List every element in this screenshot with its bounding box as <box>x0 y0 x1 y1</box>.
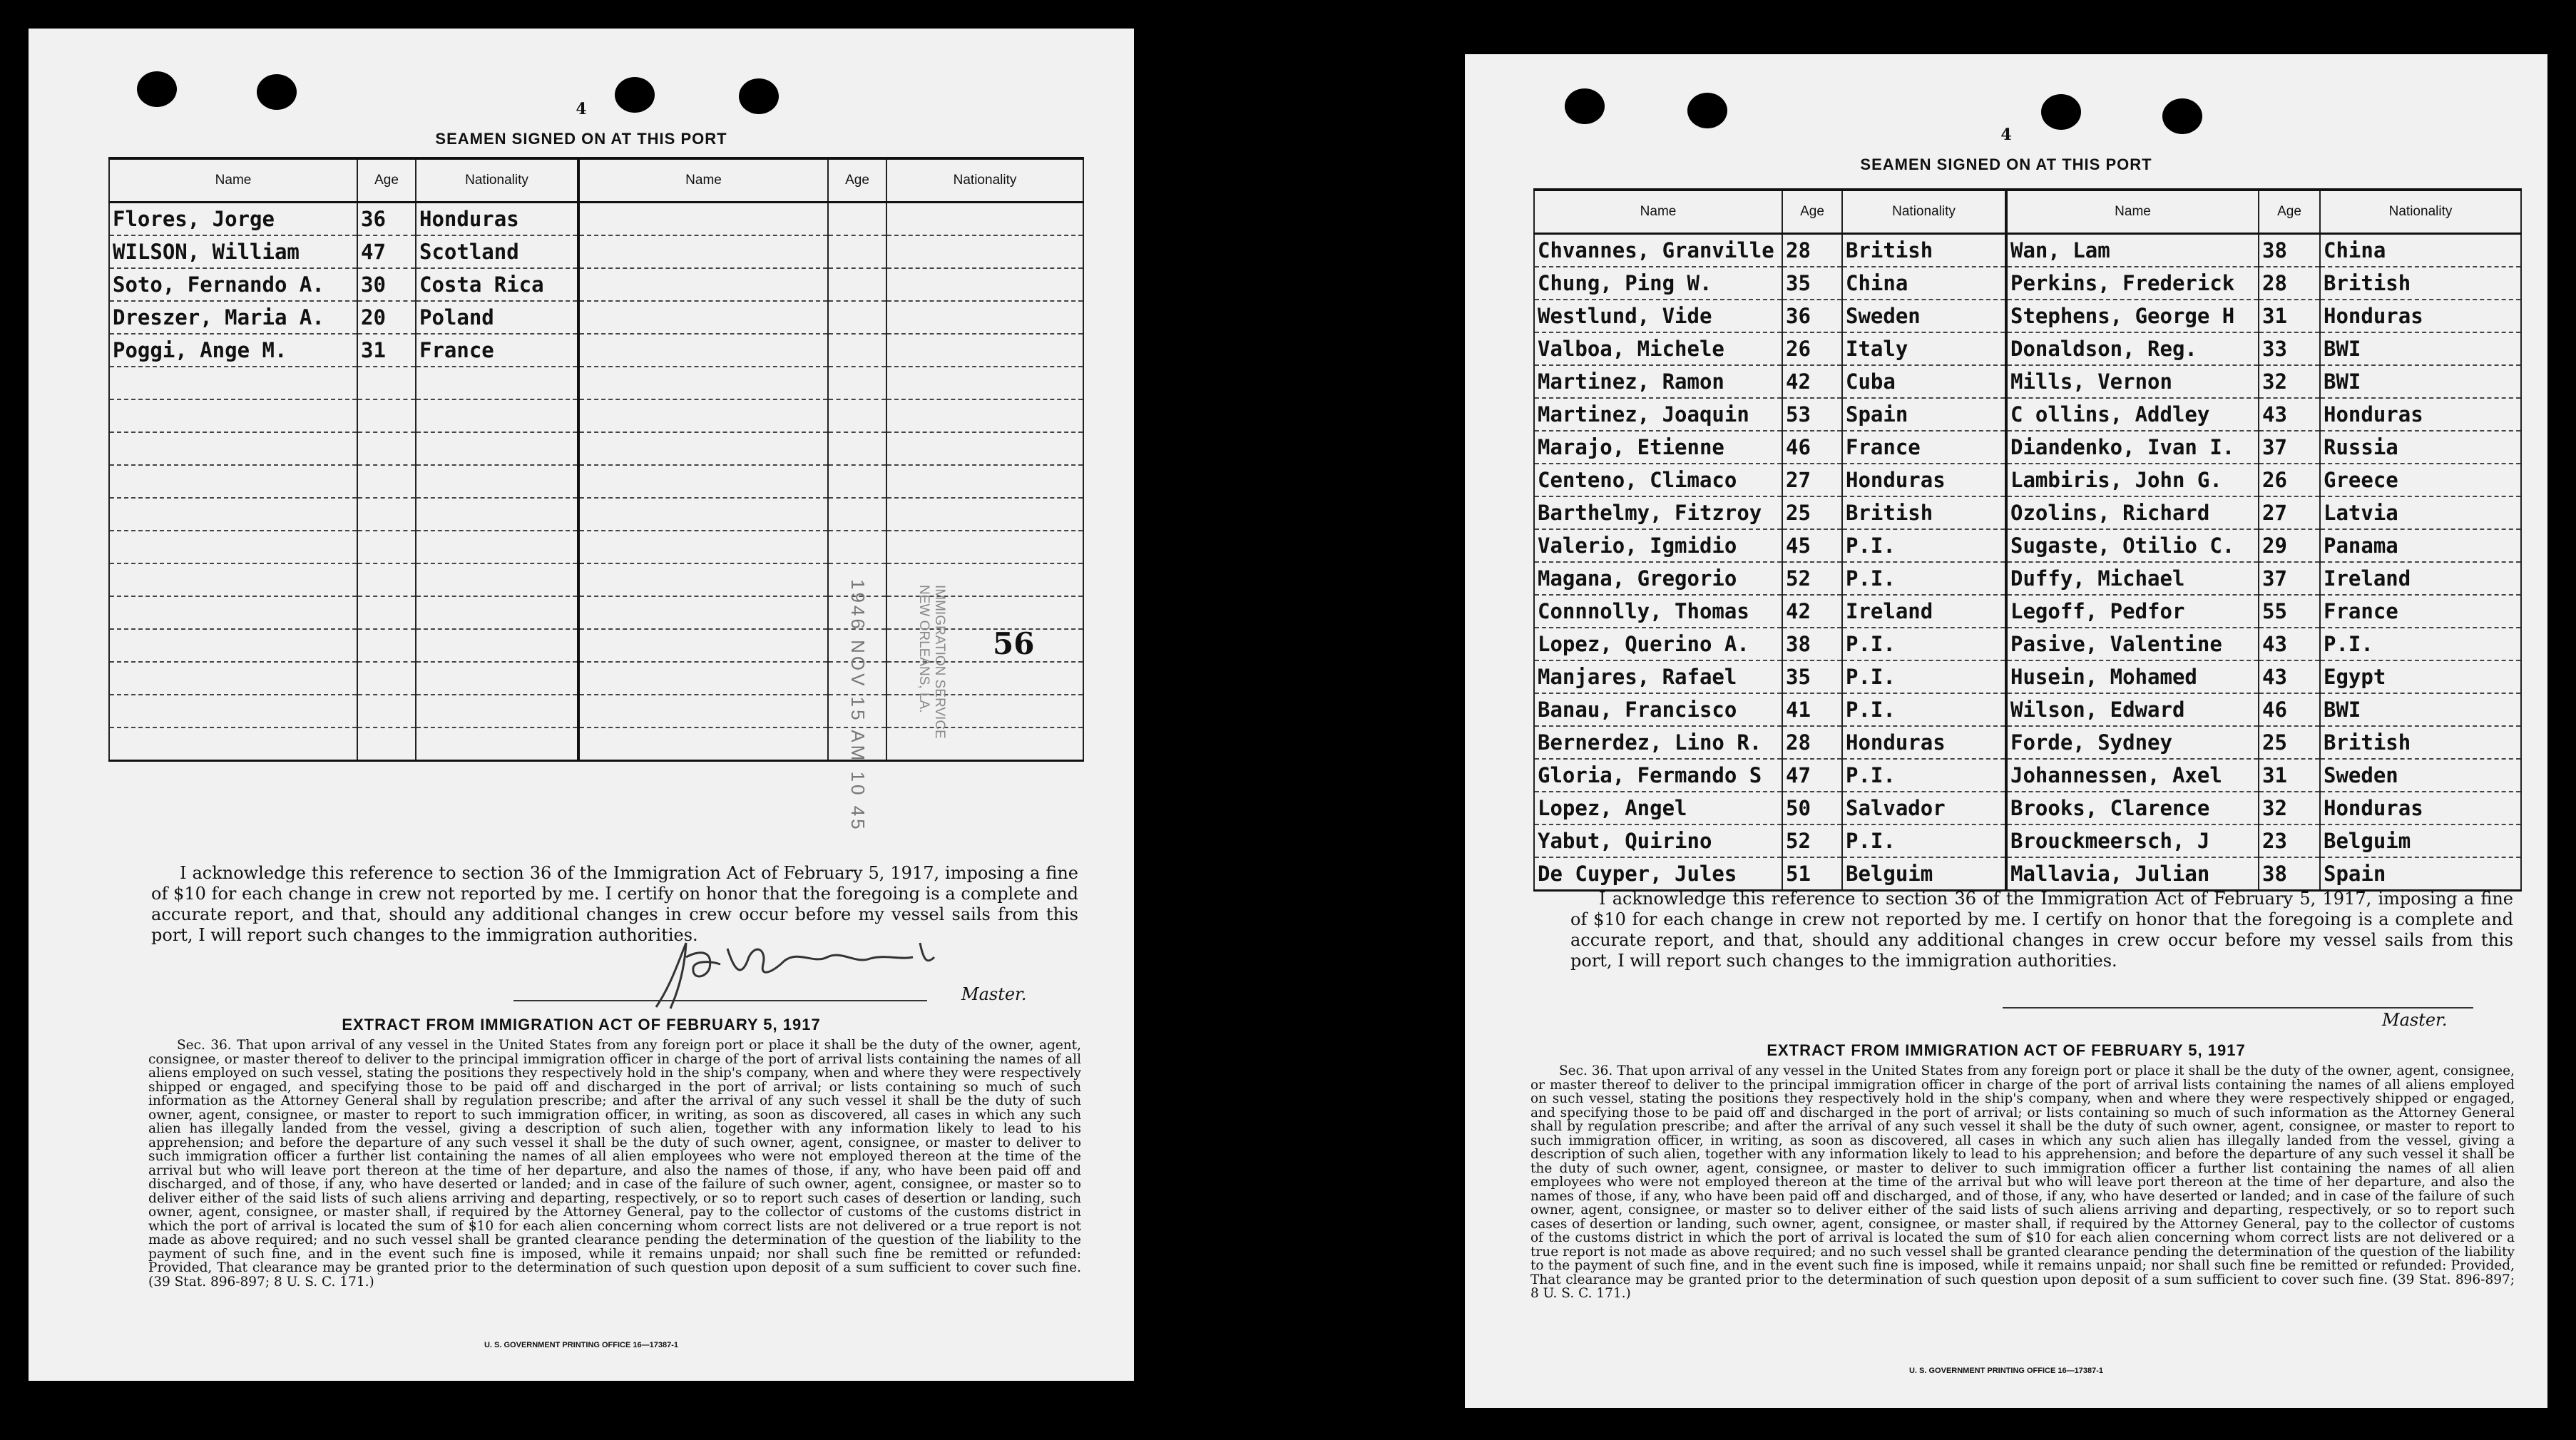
seaman-name: Donaldson, Reg. <box>2006 332 2259 365</box>
seaman-name: Valerio, Igmidio <box>1534 529 1782 562</box>
seaman-age: 37 <box>2259 431 2320 464</box>
table-row <box>109 498 1083 531</box>
seaman-nationality: BWI <box>2320 332 2521 365</box>
seaman-age: 45 <box>1782 529 1842 562</box>
empty-cell <box>109 399 357 432</box>
empty-cell <box>886 498 1083 531</box>
seaman-age: 37 <box>2259 562 2320 595</box>
seaman-age: 26 <box>2259 464 2320 496</box>
seaman-name: Lopez, Querino A. <box>1534 628 1782 660</box>
header-name: Name <box>2006 190 2259 234</box>
seaman-age: 52 <box>1782 824 1842 857</box>
seaman-age: 55 <box>2259 595 2320 628</box>
seaman-name: Martinez, Ramon <box>1534 365 1782 398</box>
empty-cell <box>828 334 886 367</box>
seaman-age: 38 <box>2259 234 2320 267</box>
office-stamp-text: IMMIGRATION SERVICE NEW ORLEANS, LA. <box>916 585 947 739</box>
seaman-age: 28 <box>1782 726 1842 759</box>
seaman-nationality: P.I. <box>1842 693 2006 726</box>
seaman-name: Magana, Gregorio <box>1534 562 1782 595</box>
margin-number: 56 <box>993 626 1035 661</box>
header-nationality: Nationality <box>1842 190 2006 234</box>
seaman-age: 46 <box>1782 431 1842 464</box>
empty-cell <box>828 531 886 563</box>
header-age: Age <box>2259 190 2320 234</box>
extract-title: EXTRACT FROM IMMIGRATION ACT OF FEBRUARY 5, 1917 <box>1767 1041 2246 1059</box>
seaman-nationality: France <box>2320 595 2521 628</box>
seaman-nationality: Costa Rica <box>416 268 578 301</box>
seaman-name: C ollins, Addley <box>2006 398 2259 431</box>
seaman-name: Chvannes, Granville <box>1534 234 1782 267</box>
table-row <box>1534 660 2521 693</box>
seaman-name: De Cuyper, Jules <box>1534 857 1782 891</box>
empty-cell <box>357 563 416 596</box>
seaman-nationality: China <box>1842 267 2006 300</box>
gpo-imprint: U. S. GOVERNMENT PRINTING OFFICE 16—17387-1 <box>484 1341 678 1349</box>
table-row <box>1534 300 2521 332</box>
seaman-name: Brouckmeersch, J <box>2006 824 2259 857</box>
seaman-age: 29 <box>2259 529 2320 562</box>
table-row <box>109 399 1083 432</box>
empty-cell <box>109 531 357 563</box>
empty-cell <box>109 432 357 465</box>
seaman-name: Wilson, Edward <box>2006 693 2259 726</box>
seaman-name: Westlund, Vide <box>1534 300 1782 332</box>
seaman-nationality: British <box>1842 234 2006 267</box>
seaman-age: 35 <box>1782 660 1842 693</box>
seaman-name: Flores, Jorge <box>109 203 357 236</box>
table-row <box>109 235 1083 268</box>
empty-cell <box>886 465 1083 498</box>
punch-hole <box>2041 94 2081 130</box>
seaman-nationality: BWI <box>2320 365 2521 398</box>
seaman-age: 27 <box>2259 496 2320 529</box>
table-row <box>1534 398 2521 431</box>
seaman-name: Connnolly, Thomas <box>1534 595 1782 628</box>
seaman-age: 35 <box>1782 267 1842 300</box>
empty-cell <box>828 498 886 531</box>
seaman-nationality: Scotland <box>416 235 578 268</box>
empty-cell <box>886 531 1083 563</box>
seaman-age: 31 <box>357 334 416 367</box>
table-row <box>1534 857 2521 891</box>
empty-cell <box>416 629 578 662</box>
empty-cell <box>357 498 416 531</box>
seaman-nationality: P.I. <box>1842 660 2006 693</box>
table-row <box>1534 464 2521 496</box>
seaman-name: Pasive, Valentine <box>2006 628 2259 660</box>
header-age: Age <box>1782 190 1842 234</box>
table-row <box>1534 628 2521 660</box>
seaman-age: 50 <box>1782 792 1842 824</box>
seaman-name: Yabut, Quirino <box>1534 824 1782 857</box>
empty-cell <box>578 367 828 399</box>
seaman-age: 46 <box>2259 693 2320 726</box>
empty-cell <box>109 367 357 399</box>
seaman-nationality: P.I. <box>1842 824 2006 857</box>
empty-cell <box>109 596 357 629</box>
seaman-name: Banau, Francisco <box>1534 693 1782 726</box>
empty-cell <box>578 695 828 727</box>
empty-cell <box>828 235 886 268</box>
table-row <box>109 465 1083 498</box>
table-row <box>1534 496 2521 529</box>
table-row <box>1534 365 2521 398</box>
table-row <box>1534 824 2521 857</box>
seaman-nationality: Salvador <box>1842 792 2006 824</box>
empty-cell <box>416 596 578 629</box>
seaman-age: 38 <box>2259 857 2320 891</box>
empty-cell <box>886 367 1083 399</box>
empty-cell <box>578 268 828 301</box>
empty-cell <box>416 727 578 761</box>
seaman-age: 32 <box>2259 792 2320 824</box>
empty-cell <box>357 596 416 629</box>
seaman-nationality: Spain <box>1842 398 2006 431</box>
header-age: Age <box>828 158 886 203</box>
empty-cell <box>109 662 357 695</box>
empty-cell <box>578 465 828 498</box>
seaman-name: Mills, Vernon <box>2006 365 2259 398</box>
empty-cell <box>578 727 828 761</box>
table-row <box>1534 726 2521 759</box>
table-row <box>1534 792 2521 824</box>
seaman-name: Martinez, Joaquin <box>1534 398 1782 431</box>
header-name: Name <box>1534 190 1782 234</box>
table-row <box>109 531 1083 563</box>
empty-cell <box>886 268 1083 301</box>
seaman-nationality: Russia <box>2320 431 2521 464</box>
right-manifest-page <box>1465 54 2547 1408</box>
empty-cell <box>109 498 357 531</box>
page-title: SEAMEN SIGNED ON AT THIS PORT <box>1860 155 2152 173</box>
seaman-age: 31 <box>2259 300 2320 332</box>
seaman-name: Diandenko, Ivan I. <box>2006 431 2259 464</box>
seaman-age: 47 <box>357 235 416 268</box>
empty-cell <box>828 465 886 498</box>
empty-cell <box>828 432 886 465</box>
empty-cell <box>357 629 416 662</box>
page-number: 4 <box>576 100 587 118</box>
seaman-name: Husein, Mohamed <box>2006 660 2259 693</box>
seamen-table-right <box>1533 188 2522 892</box>
seaman-age: 41 <box>1782 693 1842 726</box>
left-manifest-page <box>29 29 1134 1381</box>
seaman-name: Gloria, Fermando S <box>1534 759 1782 792</box>
page-number: 4 <box>2000 126 2012 144</box>
master-signature <box>642 929 977 1014</box>
seaman-age: 20 <box>357 301 416 334</box>
seaman-nationality: Ireland <box>2320 562 2521 595</box>
seaman-age: 27 <box>1782 464 1842 496</box>
seaman-nationality: P.I. <box>1842 628 2006 660</box>
empty-cell <box>578 432 828 465</box>
seaman-nationality: British <box>2320 267 2521 300</box>
seaman-nationality: Belguim <box>2320 824 2521 857</box>
empty-cell <box>109 727 357 761</box>
table-row <box>1534 267 2521 300</box>
empty-cell <box>416 498 578 531</box>
seaman-name: Poggi, Ange M. <box>109 334 357 367</box>
master-signature-line <box>2003 1007 2473 1008</box>
empty-cell <box>578 203 828 236</box>
seaman-name: WILSON, William <box>109 235 357 268</box>
empty-cell <box>357 465 416 498</box>
seaman-age: 52 <box>1782 562 1842 595</box>
table-row <box>109 432 1083 465</box>
header-name: Name <box>109 158 357 203</box>
seaman-nationality: Poland <box>416 301 578 334</box>
empty-cell <box>886 203 1083 236</box>
seaman-age: 42 <box>1782 595 1842 628</box>
seaman-age: 43 <box>2259 628 2320 660</box>
table-row <box>109 301 1083 334</box>
table-row <box>1534 529 2521 562</box>
empty-cell <box>578 498 828 531</box>
empty-cell <box>357 662 416 695</box>
empty-cell <box>357 727 416 761</box>
seaman-nationality: Honduras <box>416 203 578 236</box>
seaman-name: Marajo, Etienne <box>1534 431 1782 464</box>
seaman-age: 25 <box>1782 496 1842 529</box>
seaman-age: 36 <box>357 203 416 236</box>
seaman-name: Sugaste, Otilio C. <box>2006 529 2259 562</box>
seaman-name: Bernerdez, Lino R. <box>1534 726 1782 759</box>
seaman-nationality: Sweden <box>1842 300 2006 332</box>
seaman-nationality: P.I. <box>1842 562 2006 595</box>
seaman-nationality: P.I. <box>1842 759 2006 792</box>
seaman-age: 42 <box>1782 365 1842 398</box>
seaman-nationality: P.I. <box>1842 529 2006 562</box>
master-signature-line <box>513 1000 927 1001</box>
table-row <box>1534 693 2521 726</box>
seaman-age: 38 <box>1782 628 1842 660</box>
empty-cell <box>416 465 578 498</box>
seaman-age: 28 <box>2259 267 2320 300</box>
seaman-name: Legoff, Pedfor <box>2006 595 2259 628</box>
seaman-age: 43 <box>2259 660 2320 693</box>
empty-cell <box>828 301 886 334</box>
empty-cell <box>357 432 416 465</box>
empty-cell <box>357 531 416 563</box>
empty-cell <box>578 596 828 629</box>
table-row <box>1534 562 2521 595</box>
header-nationality: Nationality <box>886 158 1083 203</box>
seaman-nationality: P.I. <box>2320 628 2521 660</box>
empty-cell <box>416 399 578 432</box>
empty-cell <box>416 367 578 399</box>
seaman-age: 23 <box>2259 824 2320 857</box>
seaman-name: Chung, Ping W. <box>1534 267 1782 300</box>
section-36-text: Sec. 36. That upon arrival of any vessel in the United States from any foreign port or place it shall be the duty of the owner, agent, consignee, or master thereof to deliver to the principal immigration officer in charge of the port of arrival lists containing the names of all aliens employed on such vessel, stating the positions they respectively hold in the ship's company, when and where they were respectively shipped or engaged, and specifying those to be paid off and discharged in the port of arrival; or lists containing so much of such information as the Attorney General shall by regulation prescribe; and after the arrival of any such vessel it shall be the duty of such owner, agent, consignee, or master to report to such immigration officer, in writing, as soon as discovered, all cases in which any such alien has illegally landed from the vessel, giving a description of such alien, together with any information likely to lead to his apprehension; and before the departure of any such vessel it shall be the duty of such owner, agent, consignee, or master to deliver to such immigration officer a further list containing the names of all alien employees who were not employed thereon at the time of the arrival but who will leave port thereon at the time of her departure, and also the names of those, if any, who have been paid off and discharged, and of those, if any, who have deserted or landed; and in case of the failure of such owner, agent, consignee, or master so to deliver either of the said lists of such aliens arriving and departing, respectively, or so to report such cases of desertion or landing, such owner, agent, consignee, or master shall, if required by the Attorney General, pay to the collector of customs of the customs district in which the port of arrival is located the sum of $10 for each alien concerning whom correct lists are not delivered or a true report is not made as above required; and no such vessel shall be granted clearance pending the determination of the question of the liability to the payment of such fine, and in the event such fine is imposed, while it remains unpaid; nor shall such fine be remitted or refunded: Provided, That clearance may be granted prior to the determination of such question upon deposit of a sum sufficient to cover such fine. (39 Stat. 896-897; 8 U. S. C. 171.) <box>148 1038 1081 1290</box>
seaman-name: Lopez, Angel <box>1534 792 1782 824</box>
seaman-age: 26 <box>1782 332 1842 365</box>
seaman-age: 51 <box>1782 857 1842 891</box>
acknowledgment-text: I acknowledge this reference to section 36 of the Immigration Act of February 5, 1917, imposing a fine of $10 for each change in crew not reported by me. I certify on honor that the foregoing is a complete and accurate report, and that, should any additional changes in crew occur before my vessel sails from this port, I will report such changes to the immigration authorities. <box>1570 889 2513 971</box>
seaman-name: Valboa, Michele <box>1534 332 1782 365</box>
seaman-nationality: France <box>1842 431 2006 464</box>
empty-cell <box>357 399 416 432</box>
seaman-age: 53 <box>1782 398 1842 431</box>
seaman-nationality: Italy <box>1842 332 2006 365</box>
empty-cell <box>416 695 578 727</box>
seaman-nationality: Honduras <box>2320 792 2521 824</box>
empty-cell <box>416 563 578 596</box>
empty-cell <box>416 531 578 563</box>
empty-cell <box>886 301 1083 334</box>
table-row <box>1534 234 2521 267</box>
seaman-nationality: Honduras <box>1842 726 2006 759</box>
empty-cell <box>109 563 357 596</box>
seaman-nationality: British <box>1842 496 2006 529</box>
empty-cell <box>416 662 578 695</box>
seaman-age: 30 <box>357 268 416 301</box>
seaman-name: Centeno, Climaco <box>1534 464 1782 496</box>
seaman-nationality: Spain <box>2320 857 2521 891</box>
master-label: Master. <box>2382 1010 2448 1030</box>
punch-hole <box>1565 88 1605 124</box>
empty-cell <box>109 465 357 498</box>
table-row <box>1534 595 2521 628</box>
header-age: Age <box>357 158 416 203</box>
empty-cell <box>578 662 828 695</box>
seaman-name: Forde, Sydney <box>2006 726 2259 759</box>
seaman-age: 33 <box>2259 332 2320 365</box>
empty-cell <box>828 203 886 236</box>
seaman-nationality: Belguim <box>1842 857 2006 891</box>
table-row <box>109 268 1083 301</box>
empty-cell <box>828 367 886 399</box>
seaman-nationality: Ireland <box>1842 595 2006 628</box>
seaman-nationality: France <box>416 334 578 367</box>
table-row <box>109 203 1083 236</box>
seaman-nationality: Panama <box>2320 529 2521 562</box>
seaman-name: Stephens, George H <box>2006 300 2259 332</box>
table-row <box>1534 759 2521 792</box>
empty-cell <box>886 235 1083 268</box>
seaman-nationality: Latvia <box>2320 496 2521 529</box>
seaman-name: Lambiris, John G. <box>2006 464 2259 496</box>
empty-cell <box>578 399 828 432</box>
seaman-name: Mallavia, Julian <box>2006 857 2259 891</box>
empty-cell <box>578 334 828 367</box>
seaman-nationality: Honduras <box>2320 398 2521 431</box>
seaman-age: 25 <box>2259 726 2320 759</box>
empty-cell <box>578 629 828 662</box>
extract-title: EXTRACT FROM IMMIGRATION ACT OF FEBRUARY 5, 1917 <box>342 1016 821 1033</box>
seaman-name: Soto, Fernando A. <box>109 268 357 301</box>
seaman-nationality: British <box>2320 726 2521 759</box>
table-row <box>109 334 1083 367</box>
empty-cell <box>578 235 828 268</box>
header-nationality: Nationality <box>416 158 578 203</box>
empty-cell <box>578 531 828 563</box>
seaman-nationality: Honduras <box>2320 300 2521 332</box>
gpo-imprint: U. S. GOVERNMENT PRINTING OFFICE 16—17387-1 <box>1908 1367 2103 1375</box>
empty-cell <box>578 301 828 334</box>
empty-cell <box>886 432 1083 465</box>
empty-cell <box>109 629 357 662</box>
seaman-age: 31 <box>2259 759 2320 792</box>
seaman-name: Wan, Lam <box>2006 234 2259 267</box>
seaman-age: 43 <box>2259 398 2320 431</box>
header-name: Name <box>578 158 828 203</box>
seaman-nationality: Egypt <box>2320 660 2521 693</box>
seaman-nationality: Sweden <box>2320 759 2521 792</box>
seaman-nationality: BWI <box>2320 693 2521 726</box>
seaman-age: 28 <box>1782 234 1842 267</box>
empty-cell <box>886 399 1083 432</box>
seaman-age: 32 <box>2259 365 2320 398</box>
acknowledgment-text: I acknowledge this reference to section 36 of the Immigration Act of February 5, 1917, imposing a fine of $10 for each change in crew not reported by me. I certify on honor that the foregoing is a complete and accurate report, and that, should any additional changes in crew occur before my vessel sails from this port, I will report such changes to the immigration authorities. <box>151 863 1078 945</box>
seaman-name: Manjares, Rafael <box>1534 660 1782 693</box>
seaman-age: 47 <box>1782 759 1842 792</box>
seaman-age: 36 <box>1782 300 1842 332</box>
empty-cell <box>416 432 578 465</box>
table-row <box>1534 332 2521 365</box>
table-row <box>1534 431 2521 464</box>
table-row <box>109 367 1083 399</box>
empty-cell <box>828 399 886 432</box>
master-label: Master. <box>961 984 1027 1004</box>
seaman-nationality: Cuba <box>1842 365 2006 398</box>
empty-cell <box>109 695 357 727</box>
empty-cell <box>357 695 416 727</box>
seaman-nationality: Greece <box>2320 464 2521 496</box>
seaman-name: Ozolins, Richard <box>2006 496 2259 529</box>
header-nationality: Nationality <box>2320 190 2521 234</box>
section-36-text: Sec. 36. That upon arrival of any vessel in the United States from any foreign port or place it shall be the duty of the owner, agent, consignee, or master thereof to deliver to the principal immigration officer in charge of the port of arrival lists containing the names of all aliens employed on such vessel, stating the positions they respectively hold in the ship's company, when and where they were respectively shipped or engaged, and specifying those to be paid off and discharged in the port of arrival; or lists containing so much of such information as the Attorney General shall by regulation prescribe; and after the arrival of any such vessel it shall be the duty of such owner, agent, consignee, or master to report to such immigration officer, in writing, as soon as discovered, all cases in which any such alien has illegally landed from the vessel, giving a description of such alien, together with any information likely to lead to his apprehension; and before the departure of any such vessel it shall be the duty of such owner, agent, consignee, or master to deliver to such immigration officer a further list containing the names of all alien employees who were not employed thereon at the time of the arrival but who will leave port thereon at the time of her departure, and also the names of those, if any, who have been paid off and discharged, and of those, if any, who have deserted or landed; and in case of the failure of such owner, agent, consignee, or master so to deliver either of the said lists of such aliens arriving and departing, respectively, or so to report such cases of desertion or landing, such owner, agent, consignee, or master shall, if required by the Attorney General, pay to the collector of customs of the customs district in which the port of arrival is located the sum of $10 for each alien concerning whom correct lists are not delivered or a true report is not made as above required; and no such vessel shall be granted clearance pending the determination of the question of the liability to the payment of such fine, and in the event such fine is imposed, while it remains unpaid; nor shall such fine be remitted or refunded: Provided, That clearance may be granted prior to the determination of such question upon deposit of a sum sufficient to cover such fine. (39 Stat. 896-897; 8 U. S. C. 171.) <box>1530 1063 2515 1301</box>
page-title: SEAMEN SIGNED ON AT THIS PORT <box>435 130 727 148</box>
punch-hole <box>1687 93 1727 128</box>
seaman-nationality: China <box>2320 234 2521 267</box>
empty-cell <box>828 268 886 301</box>
seaman-name: Barthelmy, Fitzroy <box>1534 496 1782 529</box>
seaman-name: Johannessen, Axel <box>2006 759 2259 792</box>
seaman-nationality: Honduras <box>1842 464 2006 496</box>
office-stamp <box>916 585 947 739</box>
empty-cell <box>886 334 1083 367</box>
date-stamp: 1946 NOV 15 AM 10 45 <box>847 579 869 832</box>
empty-cell <box>578 563 828 596</box>
empty-cell <box>357 367 416 399</box>
seaman-name: Duffy, Michael <box>2006 562 2259 595</box>
seaman-name: Dreszer, Maria A. <box>109 301 357 334</box>
seaman-name: Perkins, Frederick <box>2006 267 2259 300</box>
seaman-name: Brooks, Clarence <box>2006 792 2259 824</box>
